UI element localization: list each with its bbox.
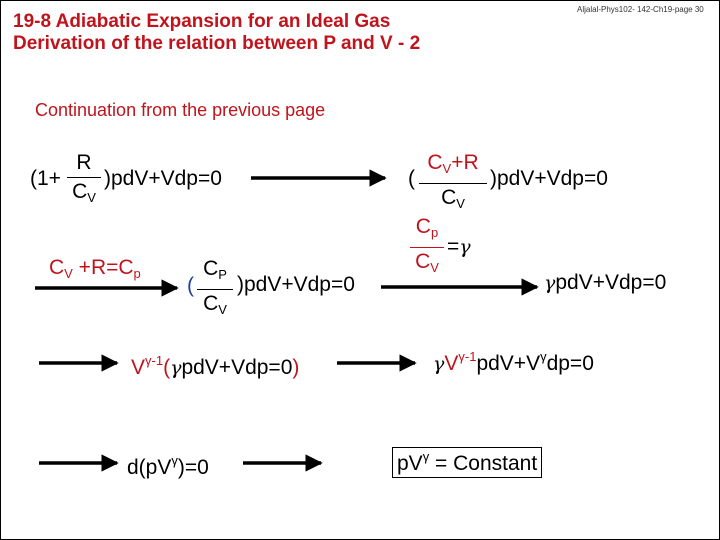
- eq2-prefix: (: [408, 167, 415, 190]
- eq1-suffix: )pdV+Vdp=0: [104, 167, 222, 190]
- eq5-numerator: $C_P$: [203, 257, 227, 282]
- eq5-prefix: (: [187, 274, 194, 297]
- equation-6: γpdV+Vdp=0: [544, 271, 667, 294]
- eq3-numerator: $C_p$: [415, 215, 439, 240]
- equation-4: $C_V +R=C_p$: [49, 256, 141, 281]
- eq3-equals: =γ: [447, 235, 471, 258]
- equation-7: $V^{\gamma-1}(\gamma pdV+Vdp=0)$: [131, 353, 300, 379]
- eq2-suffix: )pdV+Vdp=0: [490, 167, 608, 190]
- eq1-prefix: (1+: [30, 167, 61, 190]
- equation-9: $d(pV^\gamma)=0$: [127, 453, 209, 479]
- eq3-fraction: [410, 215, 444, 280]
- eq1-fraction-bar: [67, 177, 101, 178]
- eq2-fraction: [419, 151, 487, 216]
- eq3-denominator: $C_V$: [415, 250, 439, 275]
- eq5-denominator: $C_V$: [203, 292, 227, 317]
- eq5-fraction-bar: [197, 289, 233, 290]
- eq5-fraction: [197, 257, 233, 322]
- eq1-fraction: [67, 151, 101, 210]
- eq1-numerator: R: [76, 151, 92, 174]
- continuation-note: Continuation from the previous page: [35, 100, 326, 120]
- result-box: $pV^\gamma$ = Constant: [392, 447, 542, 478]
- eq2-numerator: $C_V+R$: [427, 151, 479, 176]
- eq1-denominator: $C_V$: [72, 180, 96, 205]
- title-line-1: 19-8 Adiabatic Expansion for an Ideal Gas: [13, 11, 391, 32]
- title-line-2: Derivation of the relation between P and V - 2: [13, 33, 421, 54]
- eq2-fraction-bar: [419, 183, 487, 184]
- eq5-suffix: )pdV+Vdp=0: [237, 273, 355, 296]
- eq3-fraction-bar: [410, 247, 444, 248]
- page-reference: Aljalal-Phys102- 142-Ch19-page 30: [577, 5, 704, 14]
- equation-8: $\gamma V^{\gamma-1}pdV+V^\gamma dp=0$: [433, 349, 594, 375]
- eq2-denominator: $C_V$: [441, 186, 465, 211]
